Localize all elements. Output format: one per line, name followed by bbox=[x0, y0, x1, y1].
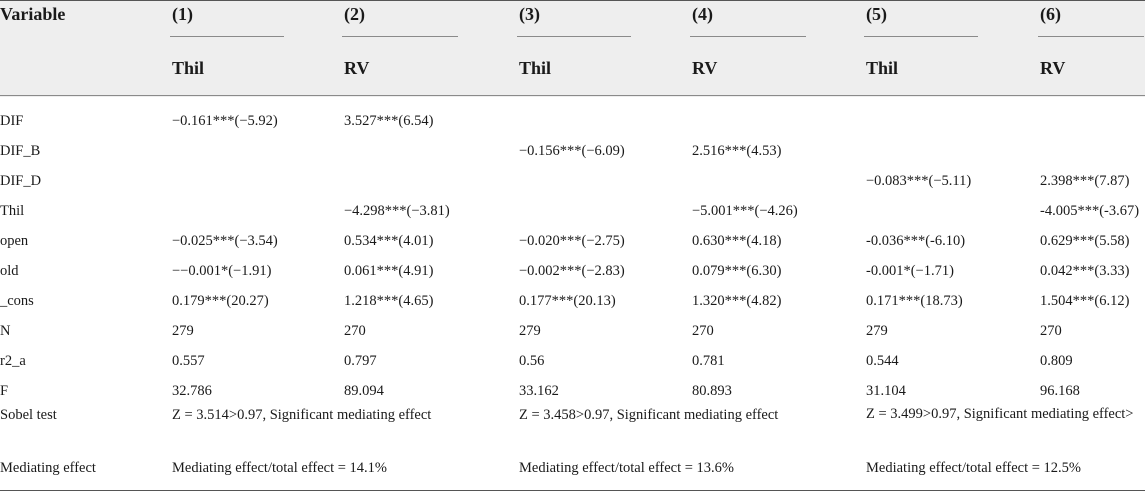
table-cell: 2.398***(7.87) bbox=[1040, 173, 1130, 189]
table-cell: 0.629***(5.58) bbox=[1040, 233, 1130, 249]
header-col-2-dep: RV bbox=[344, 58, 370, 78]
table-cell: −0.156***(−6.09) bbox=[519, 143, 625, 159]
header-col-5-dep: Thil bbox=[866, 58, 899, 78]
table-cell: 279 bbox=[519, 323, 541, 339]
header-col-1-dep: Thil bbox=[172, 58, 205, 78]
table-cell: −5.001***(−4.26) bbox=[692, 203, 798, 219]
sobel-value-3: Z = 3.499>0.97, Significant mediating effect> bbox=[866, 406, 1134, 422]
row-label: DIF_D bbox=[0, 173, 42, 189]
mediating-label: Mediating effect bbox=[0, 460, 96, 476]
table-cell: 0.171***(18.73) bbox=[866, 293, 963, 309]
header-divider bbox=[0, 95, 1145, 96]
table-cell: 279 bbox=[172, 323, 194, 339]
mediating-value-1: Mediating effect/total effect = 14.1% bbox=[172, 460, 387, 476]
table-bottom-rule bbox=[0, 490, 1145, 491]
sobel-value-2: Z = 3.458>0.97, Significant mediating effect bbox=[519, 407, 779, 423]
mediating-value-2: Mediating effect/total effect = 13.6% bbox=[519, 460, 734, 476]
header-col-2-num: (2) bbox=[344, 4, 365, 24]
table-cell: 0.079***(6.30) bbox=[692, 263, 782, 279]
sobel-value-1: Z = 3.514>0.97, Significant mediating effect bbox=[172, 407, 432, 423]
header-col-1-num: (1) bbox=[172, 4, 193, 24]
row-label: old bbox=[0, 263, 19, 279]
table-cell: 270 bbox=[1040, 323, 1062, 339]
row-label: Thil bbox=[0, 203, 25, 219]
table-cell: 33.162 bbox=[519, 383, 559, 399]
table-cell: −0.020***(−2.75) bbox=[519, 233, 625, 249]
table-cell: 1.320***(4.82) bbox=[692, 293, 782, 309]
header-col-3-dep: Thil bbox=[519, 58, 552, 78]
row-label: open bbox=[0, 233, 29, 249]
table-cell: 31.104 bbox=[866, 383, 906, 399]
table-cell: −0.083***(−5.11) bbox=[866, 173, 972, 189]
table-cell: 1.218***(4.65) bbox=[344, 293, 434, 309]
table-cell: −4.298***(−3.81) bbox=[344, 203, 450, 219]
table-cell: 96.168 bbox=[1040, 383, 1080, 399]
row-label: r2_a bbox=[0, 353, 26, 369]
header-rule-1 bbox=[170, 36, 284, 37]
table-cell: 80.893 bbox=[692, 383, 732, 399]
table-cell: 0.797 bbox=[344, 353, 377, 369]
table-cell: 0.557 bbox=[172, 353, 205, 369]
table-cell: −0.025***(−3.54) bbox=[172, 233, 278, 249]
table-cell: -0.001*(−1.71) bbox=[866, 263, 954, 279]
header-col-4-num: (4) bbox=[692, 4, 713, 24]
table-cell: 2.516***(4.53) bbox=[692, 143, 782, 159]
header-variable: Variable bbox=[0, 4, 66, 24]
table-cell: −−0.001*(−1.91) bbox=[172, 263, 272, 279]
header-rule-5 bbox=[864, 36, 978, 37]
row-label: N bbox=[0, 323, 11, 339]
header-col-6-num: (6) bbox=[1040, 4, 1061, 24]
table-cell: -0.036***(-6.10) bbox=[866, 233, 966, 249]
header-col-3-num: (3) bbox=[519, 4, 540, 24]
mediating-value-3: Mediating effect/total effect = 12.5% bbox=[866, 460, 1081, 476]
row-label: DIF bbox=[0, 113, 24, 129]
table-cell: 0.781 bbox=[692, 353, 725, 369]
table-cell: 0.179***(20.27) bbox=[172, 293, 269, 309]
table-cell: −0.002***(−2.83) bbox=[519, 263, 625, 279]
header-col-4-dep: RV bbox=[692, 58, 718, 78]
table-cell: 0.809 bbox=[1040, 353, 1073, 369]
row-label: DIF_B bbox=[0, 143, 41, 159]
table-cell: 0.042***(3.33) bbox=[1040, 263, 1130, 279]
header-col-5-num: (5) bbox=[866, 4, 887, 24]
table-cell: 0.56 bbox=[519, 353, 545, 369]
header-col-6-dep: RV bbox=[1040, 58, 1066, 78]
header-rule-2 bbox=[342, 36, 458, 37]
table-cell: 0.544 bbox=[866, 353, 899, 369]
table-cell: 0.534***(4.01) bbox=[344, 233, 434, 249]
table-cell: 0.630***(4.18) bbox=[692, 233, 782, 249]
table-cell: 3.527***(6.54) bbox=[344, 113, 434, 129]
table-cell: 270 bbox=[344, 323, 366, 339]
table-cell: 270 bbox=[692, 323, 714, 339]
row-label: F bbox=[0, 383, 9, 399]
header-rule-6 bbox=[1038, 36, 1144, 37]
table-cell: 0.177***(20.13) bbox=[519, 293, 616, 309]
sobel-label: Sobel test bbox=[0, 407, 57, 423]
table-cell: 1.504***(6.12) bbox=[1040, 293, 1130, 309]
table-cell: 32.786 bbox=[172, 383, 212, 399]
header-rule-4 bbox=[690, 36, 806, 37]
table-cell: −0.161***(−5.92) bbox=[172, 113, 278, 129]
table-cell: 279 bbox=[866, 323, 888, 339]
table-cell: -4.005***(-3.67) bbox=[1040, 203, 1140, 219]
row-label: _cons bbox=[0, 293, 34, 309]
table-cell: 0.061***(4.91) bbox=[344, 263, 434, 279]
header-rule-3 bbox=[517, 36, 631, 37]
table-cell: 89.094 bbox=[344, 383, 384, 399]
